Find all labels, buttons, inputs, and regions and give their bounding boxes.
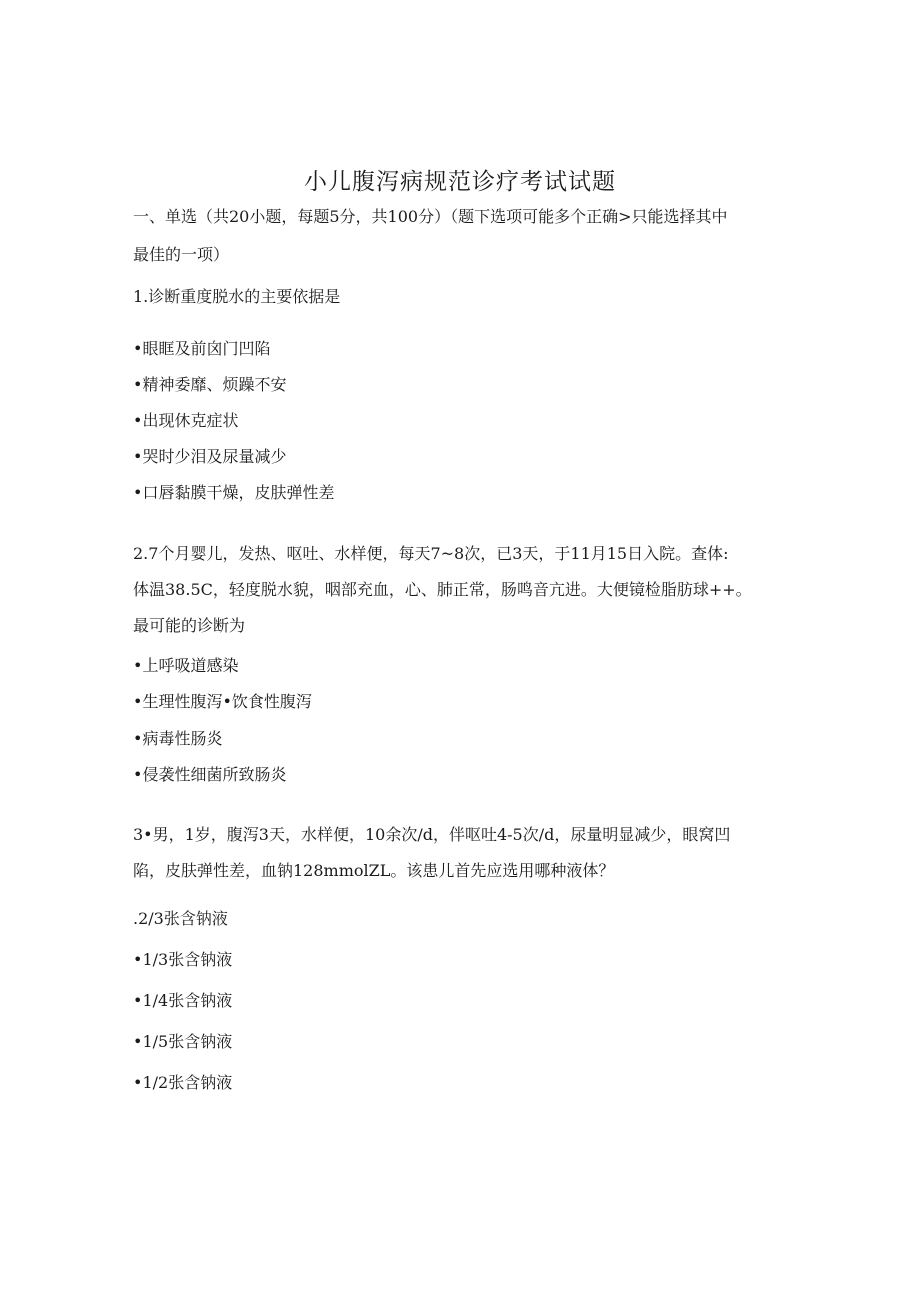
question-2-option-b: •生理性腹泻•饮食性腹泻: [133, 692, 312, 711]
question-2-option-d: •侵袭性细菌所致肠炎: [133, 765, 287, 784]
question-1-stem: 1.诊断重度脱水的主要依据是: [133, 287, 341, 306]
question-2-stem-line-2: 体温38.5C，轻度脱水貌，咽部充血，心、肺正常，肠鸣音亢进。大便镜检脂肪球++。: [133, 580, 752, 599]
section-header-line-1: 一、单选（共20小题，每题5分，共100分）（题下选项可能多个正确>只能选择其中: [133, 207, 728, 226]
question-1-option-a: •眼眶及前囟门凹陷: [133, 339, 271, 358]
question-1-option-c: •出现休克症状: [133, 411, 239, 430]
question-3-option-a: .2/3张含钠液: [133, 909, 228, 928]
question-3-option-c: •1/4张含钠液: [133, 991, 233, 1010]
question-3-stem-line-1: 3•男，1岁，腹泻3天，水样便，10余次/d，伴呕吐4-5次/d，尿量明显减少，眼窝凹: [133, 825, 731, 844]
question-2-stem-line-1: 2.7个月婴儿，发热、呕吐、水样便，每天7~8次，已3天，于11月15日入院。查体:: [133, 544, 729, 563]
question-1-option-e: •口唇黏膜干燥，皮肤弹性差: [133, 483, 335, 502]
section-header-line-2: 最佳的一项）: [133, 245, 230, 264]
question-1-option-b: •精神委靡、烦躁不安: [133, 375, 287, 394]
question-2-stem-line-3: 最可能的诊断为: [133, 616, 246, 635]
question-3-stem-line-2: 陷，皮肤弹性差，血钠128mmolZL。该患儿首先应选用哪种液体？: [133, 861, 615, 880]
question-2-option-a: •上呼吸道感染: [133, 656, 239, 675]
page-title: 小儿腹泻病规范诊疗考试试题: [304, 169, 616, 195]
question-3-option-b: •1/3张含钠液: [133, 950, 233, 969]
question-2-option-c: •病毒性肠炎: [133, 729, 223, 748]
question-3-option-d: •1/5张含钠液: [133, 1032, 233, 1051]
question-1-option-d: •哭时少泪及尿量减少: [133, 447, 287, 466]
question-3-option-e: •1/2张含钠液: [133, 1073, 233, 1092]
